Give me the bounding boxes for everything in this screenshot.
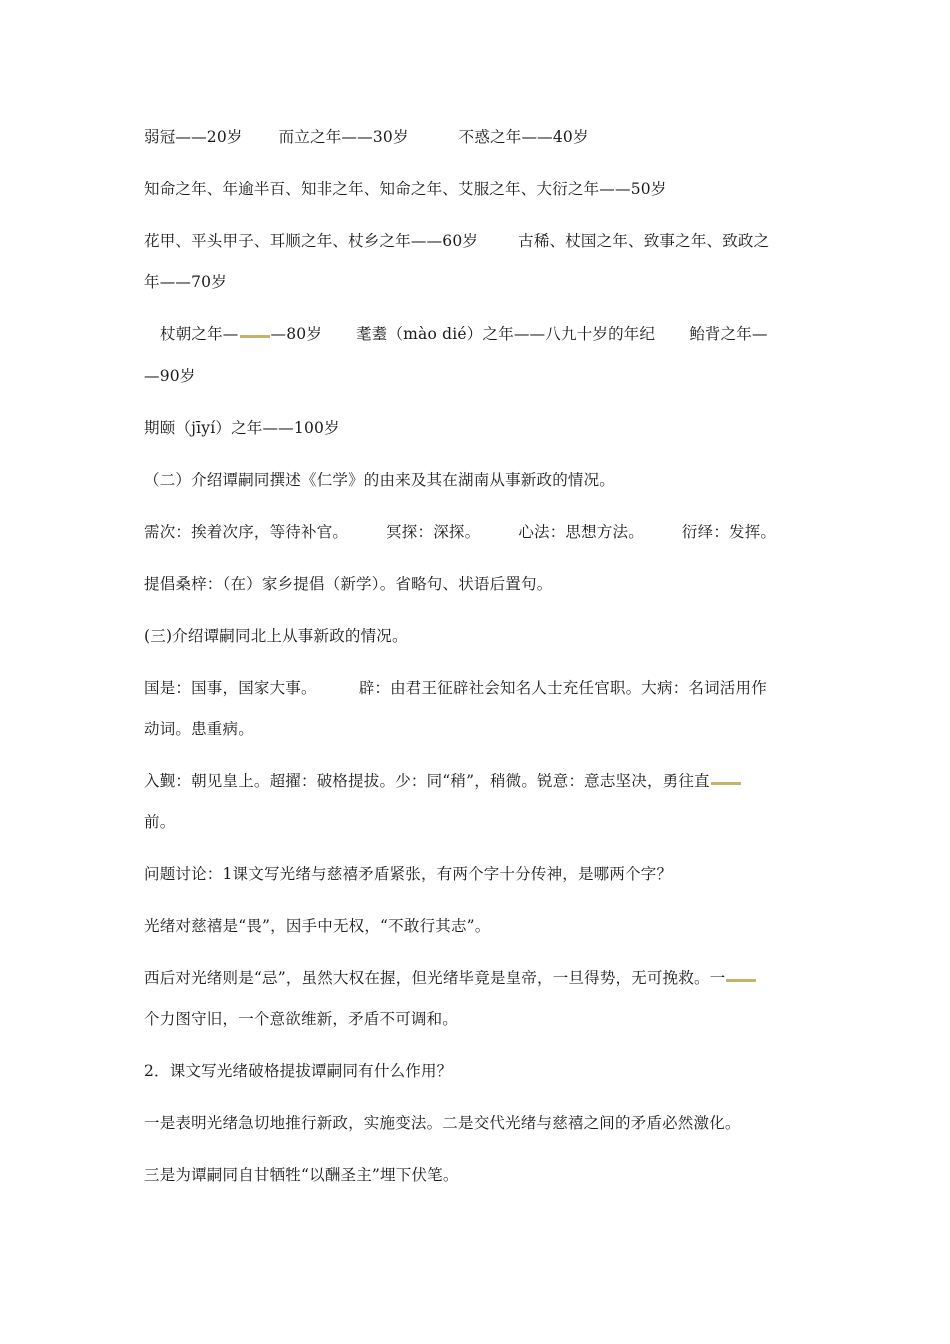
text-age-20: 弱冠——20岁 xyxy=(144,128,243,146)
answer-2-line-1 xyxy=(144,1112,814,1134)
highlight-mark xyxy=(240,335,270,338)
answer-2-line-2 xyxy=(144,1164,814,1186)
highlight-mark xyxy=(726,979,756,982)
answer-1-text-1: 光绪对慈禧是“畏”，因手中无权，“不敢行其志”。 xyxy=(144,917,491,935)
vocab-bi: 辟：由君王征辟社会知名人士充任官职。大病：名词活用作 xyxy=(358,679,767,697)
question-2-text: 2．课文写光绪破格提拔谭嗣同有什么作用？ xyxy=(144,1062,453,1080)
text-line-age-70-cont xyxy=(144,271,814,293)
text-age-80-part1: 杖朝之年— xyxy=(160,325,239,343)
vocab-yanyi: 衍绎：发挥。 xyxy=(681,523,777,541)
text-age-50: 知命之年、年逾半百、知非之年、知命之年、艾服之年、大衍之年——50岁 xyxy=(144,180,667,198)
vocab-guoshi: 国是：国事，国家大事。 xyxy=(144,679,317,697)
highlight-mark xyxy=(711,782,741,785)
section-heading-3 xyxy=(144,625,814,647)
text-age-80s: 耄耋（mào dié）之年——八九十岁的年纪 xyxy=(356,325,656,343)
answer-2-text-1: 一是表明光绪急切地推行新政，实施变法。二是交代光绪与慈禧之间的矛盾必然激化。 xyxy=(144,1114,741,1132)
question-1-text: 问题讨论：1课文写光绪与慈禧矛盾紧张，有两个字十分传神，是哪两个字？ xyxy=(144,865,673,883)
question-1 xyxy=(144,863,814,885)
text-line-vocab-4-cont xyxy=(144,811,814,833)
text-line-vocab-2 xyxy=(144,573,814,595)
answer-1-line-3 xyxy=(144,1008,814,1030)
answer-1-text-3: 个力图守旧，一个意欲维新，矛盾不可调和。 xyxy=(144,1010,459,1028)
text-line-age-90-cont xyxy=(144,365,814,387)
vocab-xinfa: 心法：思想方法。 xyxy=(518,523,644,541)
vocab-sangzi: 提倡桑梓：（在）家乡提倡（新学）。省略句、状语后置句。 xyxy=(144,575,553,593)
answer-2-text-2: 三是为谭嗣同自甘牺牲“以酬圣主”埋下伏笔。 xyxy=(144,1166,459,1184)
answer-1-text-2: 西后对光绪则是“忌”，虽然大权在握，但光绪毕竟是皇帝，一旦得势，无可挽救。一 xyxy=(144,969,726,987)
text-age-70-part1: 古稀、杖国之年、致事之年、致政之 xyxy=(518,232,770,250)
vocab-rujin: 入觐：朝见皇上。超擢：破格提拔。少：同“稍”，稍微。锐意：意志坚决，勇往直 xyxy=(144,772,710,790)
text-age-100: 期颐（jīyí）之年——100岁 xyxy=(144,419,340,437)
text-line-ages-80-90 xyxy=(160,323,830,345)
text-line-vocab-1 xyxy=(144,521,814,543)
text-line-vocab-3-cont xyxy=(144,718,814,740)
text-age-80-part2: —80岁 xyxy=(270,325,323,343)
text-age-90-part1: 鲐背之年— xyxy=(689,325,768,343)
text-age-90-part2: —90岁 xyxy=(144,367,196,385)
text-line-age-50 xyxy=(144,178,814,200)
vocab-dabing-cont: 动词。患重病。 xyxy=(144,720,254,738)
vocab-mingtan: 冥探：深探。 xyxy=(386,523,481,541)
text-line-ages-60-70 xyxy=(144,230,814,252)
text-age-60: 花甲、平头甲子、耳顺之年、杖乡之年——60岁 xyxy=(144,232,479,250)
vocab-ruiyi-cont: 前。 xyxy=(144,813,176,831)
section-3-title: (三)介绍谭嗣同北上从事新政的情况。 xyxy=(144,627,408,645)
text-line-vocab-3 xyxy=(144,677,814,699)
text-line-ages-20-40 xyxy=(144,126,814,148)
question-2 xyxy=(144,1060,814,1082)
text-age-40: 不惑之年——40岁 xyxy=(458,128,589,146)
text-age-30: 而立之年——30岁 xyxy=(278,128,409,146)
text-line-vocab-4 xyxy=(144,770,814,792)
text-line-age-100 xyxy=(144,417,814,439)
answer-1-line-2 xyxy=(144,967,814,989)
text-age-70-part2: 年——70岁 xyxy=(144,273,227,291)
section-heading-2 xyxy=(144,469,814,491)
section-2-title: （二）介绍谭嗣同撰述《仁学》的由来及其在湖南从事新政的情况。 xyxy=(144,471,616,489)
vocab-xuci: 需次：挨着次序，等待补官。 xyxy=(144,523,349,541)
answer-1-line-1 xyxy=(144,915,814,937)
